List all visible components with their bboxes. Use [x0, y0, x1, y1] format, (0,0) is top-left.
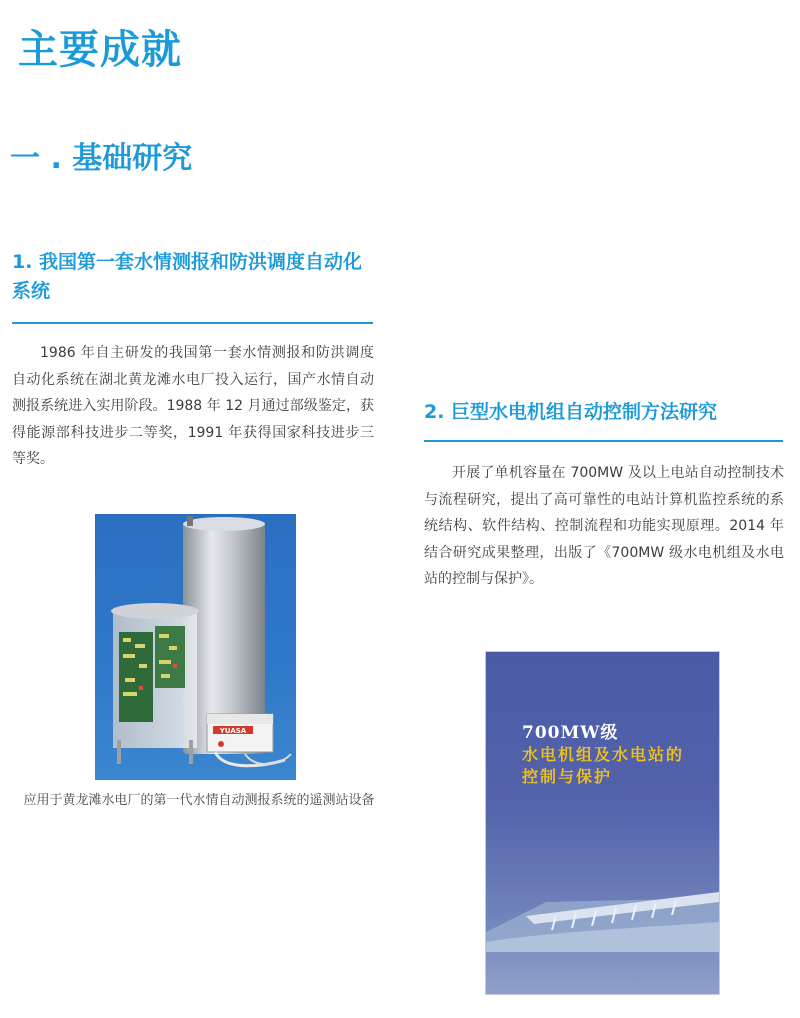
- book-cover: [486, 652, 719, 994]
- telemetry-station-photo: [95, 514, 296, 780]
- book-title-line2: 水电机组及水电站的: [522, 745, 685, 764]
- battery-label: YUASA: [219, 727, 247, 735]
- item1-body: 1986 年自主研发的我国第一套水情测报和防洪调度自动化系统在湖北黄龙滩水电厂投入运行，国产水情自动测报系统进入实用阶段。1988 年 12 月通过部级鉴定，获得能源部科技进步二等奖，1991 年获得国家科技进步三等奖。: [12, 345, 374, 467]
- book-title-line3: 控制与保护: [522, 767, 613, 786]
- item2-title: 2. 巨型水电机组自动控制方法研究: [424, 401, 718, 423]
- book-title-line1: 700MW级: [522, 723, 619, 743]
- section-title: 一 . 基础研究: [10, 141, 193, 176]
- page-title: 主要成就: [18, 27, 182, 73]
- dam-illustration: [486, 872, 719, 952]
- item2-divider: [424, 440, 783, 442]
- item2-body: 开展了单机容量在 700MW 及以上电站自动控制技术与流程研究，提出了高可靠性的电站计算机监控系统的系统结构、软件结构、控制流程和功能实现原理。2014 年结合研究成果整理，出版了《700MW 级水电机组及水电站的控制与保护》。: [424, 465, 784, 587]
- item1-divider: [12, 322, 373, 324]
- photo-caption: 应用于黄龙滩水电厂的第一代水情自动测报系统的遥测站设备: [23, 793, 375, 808]
- item1-title: 1. 我国第一套水情测报和防洪调度自动化系统: [12, 251, 363, 302]
